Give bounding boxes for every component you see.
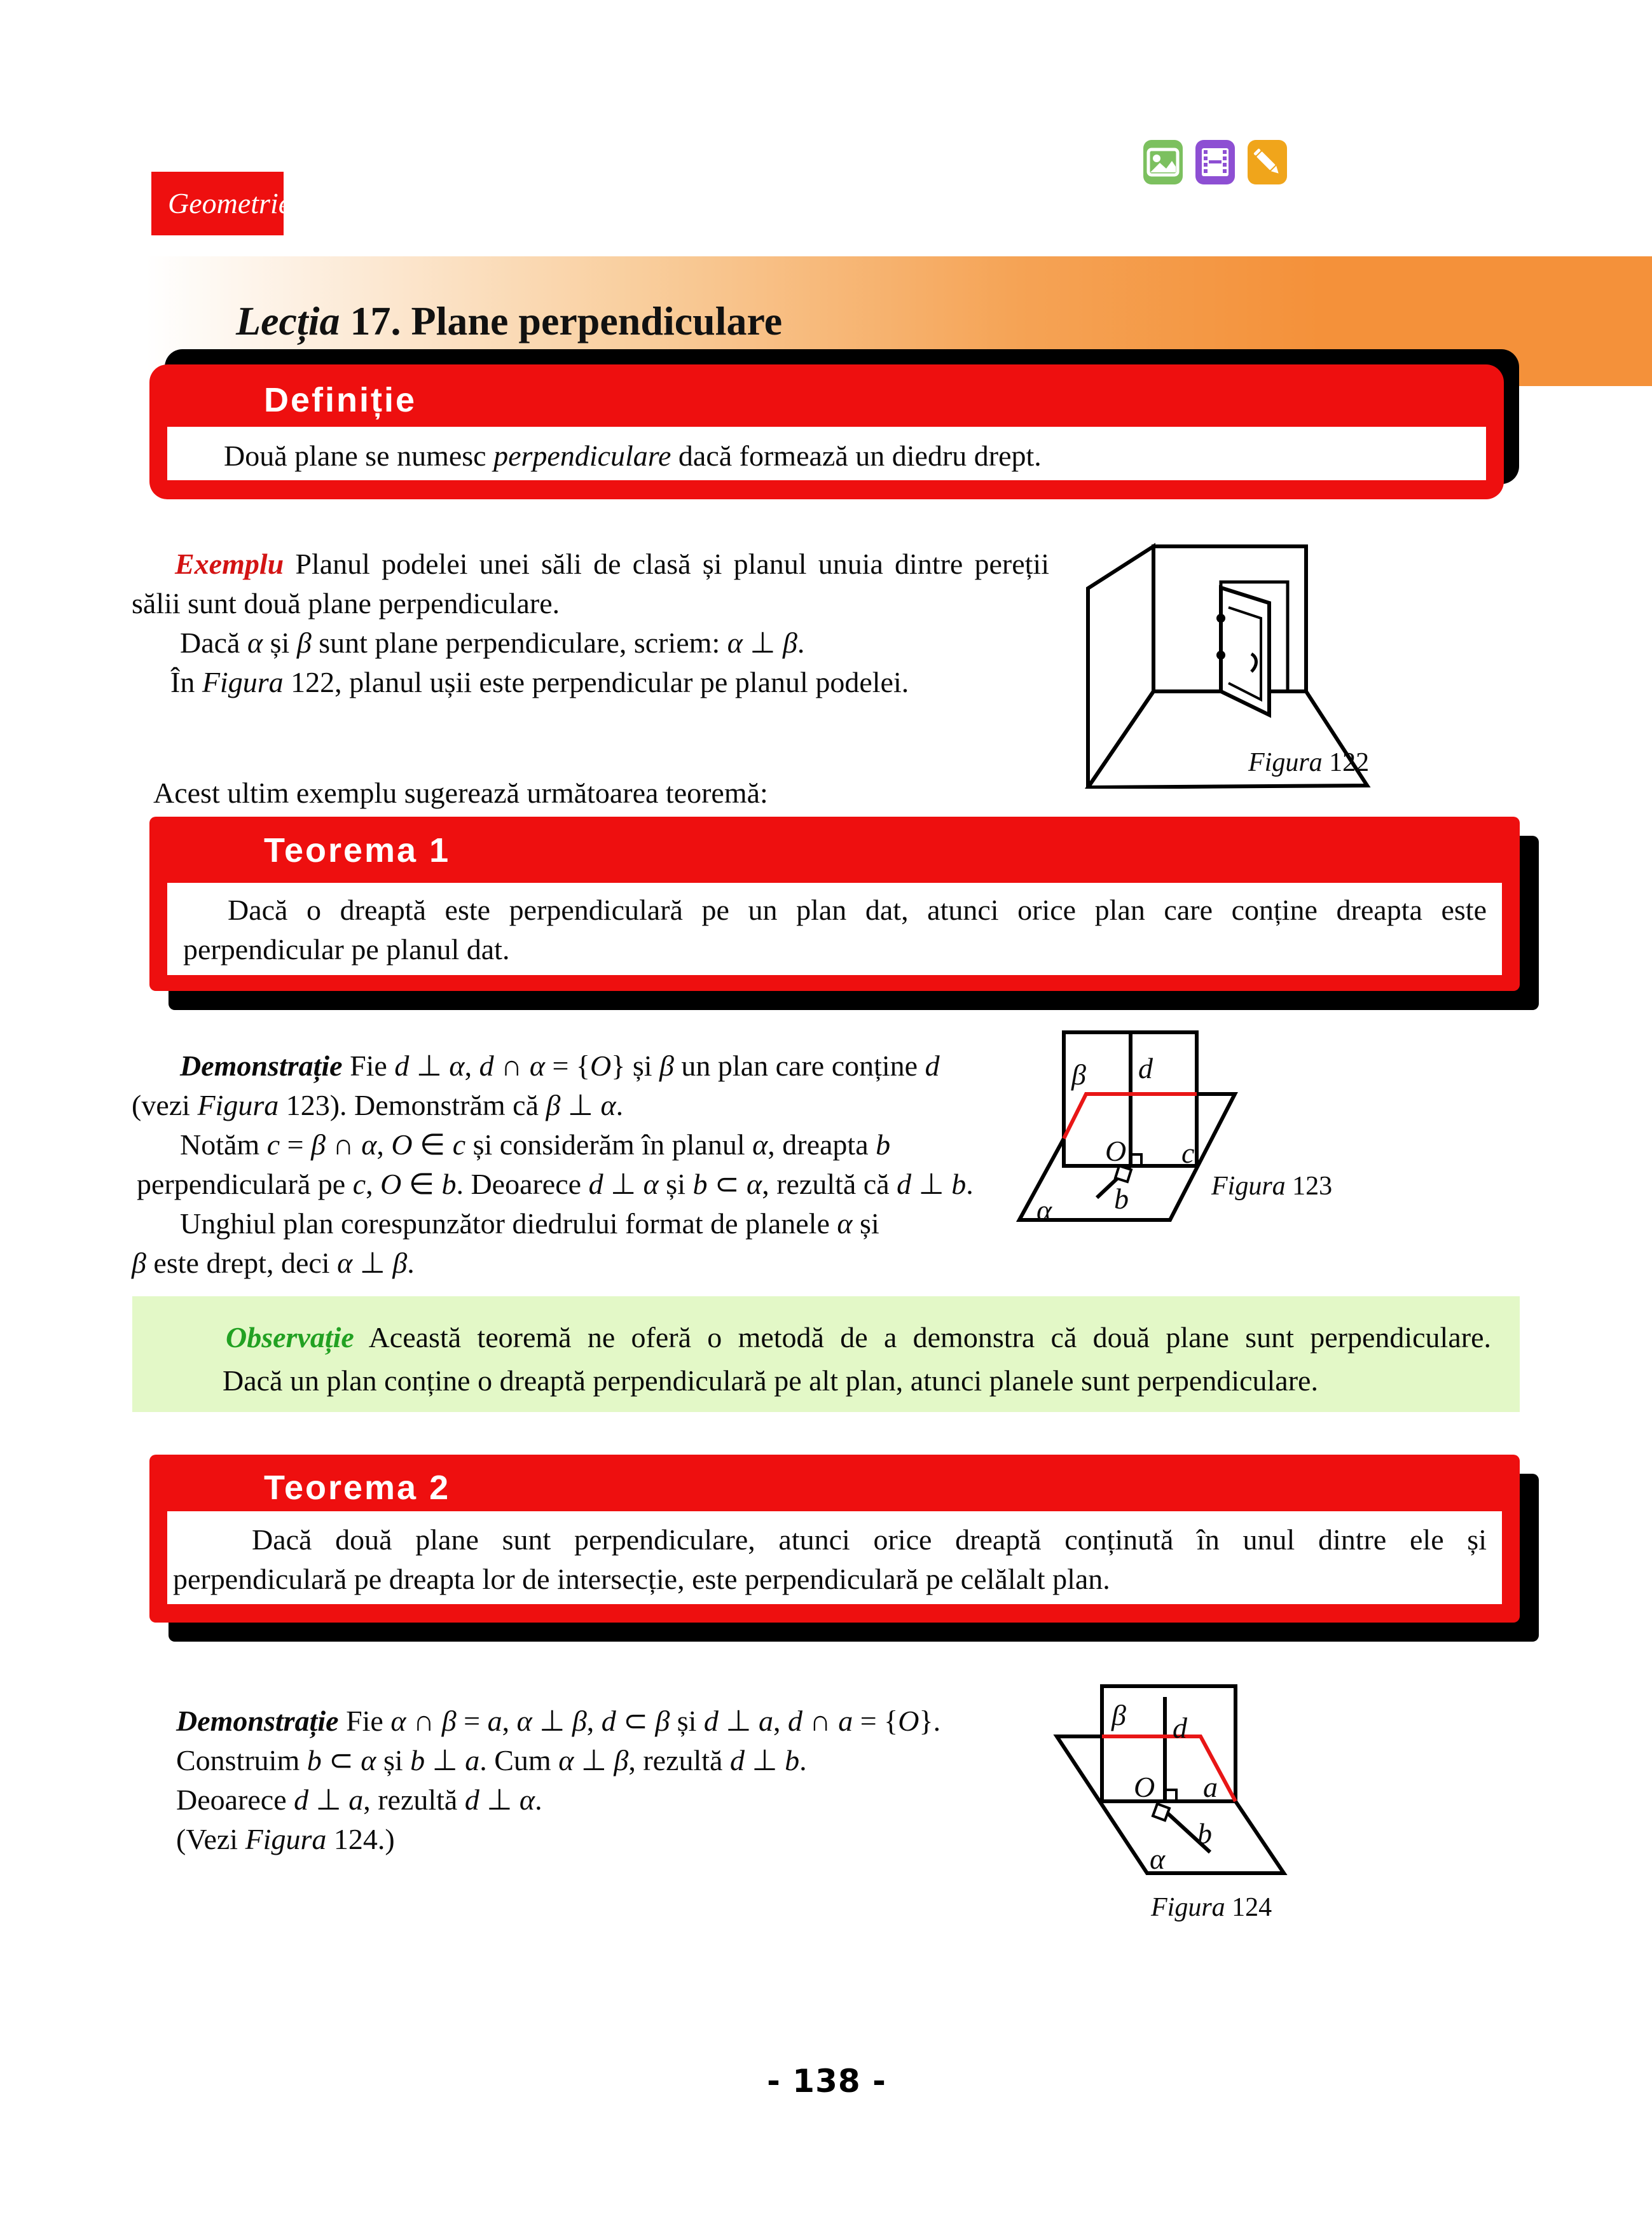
- text-line: Demonstrație Fie α ∩ β = a, α ⊥ β, d ⊂ β și d ⊥ a, d ∩ a = {O}.: [176, 1705, 941, 1737]
- text-line: Demonstrație Fie d ⊥ α, d ∩ α = {O} și β un plan care conține d: [180, 1049, 940, 1082]
- image-icon: [1143, 140, 1183, 184]
- lesson-name: Plane perpendiculare: [401, 298, 783, 343]
- figure-122-room-drawing: [1068, 522, 1450, 789]
- definition-title: Definiție: [264, 381, 417, 419]
- label-O: O: [1134, 1771, 1155, 1803]
- definition-text: Două plane se numesc perpendiculare dacă formează un diedru drept.: [224, 440, 1042, 472]
- lesson-prefix: Lecția: [236, 298, 340, 343]
- label-beta: β: [1071, 1058, 1086, 1091]
- figure-122-caption: Figura 122: [1248, 748, 1370, 777]
- image-icon-button[interactable]: [1143, 140, 1183, 184]
- text-line: Notăm c = β ∩ α, O ∈ c și considerăm în planul α, dreapta b: [180, 1128, 891, 1161]
- text-line: Unghiul plan corespunzător diedrului format de planele α și: [180, 1207, 879, 1240]
- figure-124-planes-drawing: [1043, 1679, 1335, 1934]
- text-line: (vezi Figura 123). Demonstrăm că β ⊥ α.: [132, 1089, 624, 1121]
- figure-123-planes-drawing: [1011, 1018, 1393, 1240]
- text-line: Dacă α și β sunt plane perpendiculare, scriem: α ⊥ β.: [180, 627, 805, 659]
- text-line: Dacă un plan conține o dreaptă perpendiculară pe alt plan, atunci planele sunt perpendiculare.: [223, 1364, 1318, 1397]
- film-icon-button[interactable]: [1195, 140, 1235, 184]
- label-d: d: [1173, 1712, 1187, 1744]
- text-line: Dacă o dreaptă este perpendiculară pe un plan dat, atunci orice plan care conține dreapta este: [228, 894, 1487, 926]
- figure-123-caption: Figura 123: [1211, 1172, 1333, 1201]
- pencil-icon: [1248, 140, 1287, 184]
- text-line: Construim b ⊂ α și b ⊥ a. Cum α ⊥ β, rezultă d ⊥ b.: [176, 1744, 807, 1776]
- page-title: [236, 298, 782, 345]
- lesson-number: 17.: [340, 298, 401, 343]
- text-line: În Figura 122, planul ușii este perpendicular pe planul podelei.: [170, 666, 909, 698]
- film-icon: [1195, 140, 1235, 184]
- text-line: (Vezi Figura 124.): [176, 1823, 395, 1855]
- text-line: Acest ultim exemplu sugerează următoarea teoremă:: [153, 777, 768, 809]
- label-alpha: α: [1036, 1194, 1052, 1226]
- text-line: Dacă două plane sunt perpendiculare, atunci orice dreaptă conținută în unul dintre ele și: [252, 1523, 1487, 1556]
- text-line: perpendicular pe planul dat.: [183, 933, 510, 966]
- text-line: Exemplu Planul podelei unei săli de clasă și planul unuia dintre pereții: [175, 548, 1049, 580]
- page-number: - 138 -: [767, 2063, 886, 2100]
- label-b: b: [1197, 1817, 1212, 1850]
- subject-badge: Geometrie: [151, 172, 284, 235]
- figure-124-caption: Figura 124: [1151, 1893, 1272, 1922]
- text-line: perpendiculară pe dreapta lor de intersecție, este perpendiculară pe celălalt plan.: [173, 1563, 1110, 1595]
- label-alpha: α: [1150, 1843, 1166, 1875]
- text-line: Observație Această teoremă ne oferă o metodă de a demonstra că două plane sunt perpendiculare.: [226, 1321, 1491, 1354]
- text-line: β este drept, deci α ⊥ β.: [132, 1247, 415, 1279]
- theorem-1-title: Teorema 1: [264, 831, 451, 869]
- label-b: b: [1114, 1182, 1129, 1215]
- theorem-2-title: Teorema 2: [264, 1469, 451, 1507]
- text-line: perpendiculară pe c, O ∈ b. Deoarece d ⊥ α și b ⊂ α, rezultă că d ⊥ b.: [137, 1168, 974, 1200]
- label-O: O: [1105, 1135, 1127, 1167]
- label-c: c: [1181, 1137, 1195, 1169]
- pencil-icon-button[interactable]: [1248, 140, 1287, 184]
- text-line: Deoarece d ⊥ a, rezultă d ⊥ α.: [176, 1783, 542, 1816]
- text-line: sălii sunt două plane perpendiculare.: [132, 587, 560, 620]
- label-beta: β: [1112, 1699, 1126, 1731]
- label-d: d: [1138, 1052, 1153, 1084]
- label-a: a: [1203, 1771, 1218, 1803]
